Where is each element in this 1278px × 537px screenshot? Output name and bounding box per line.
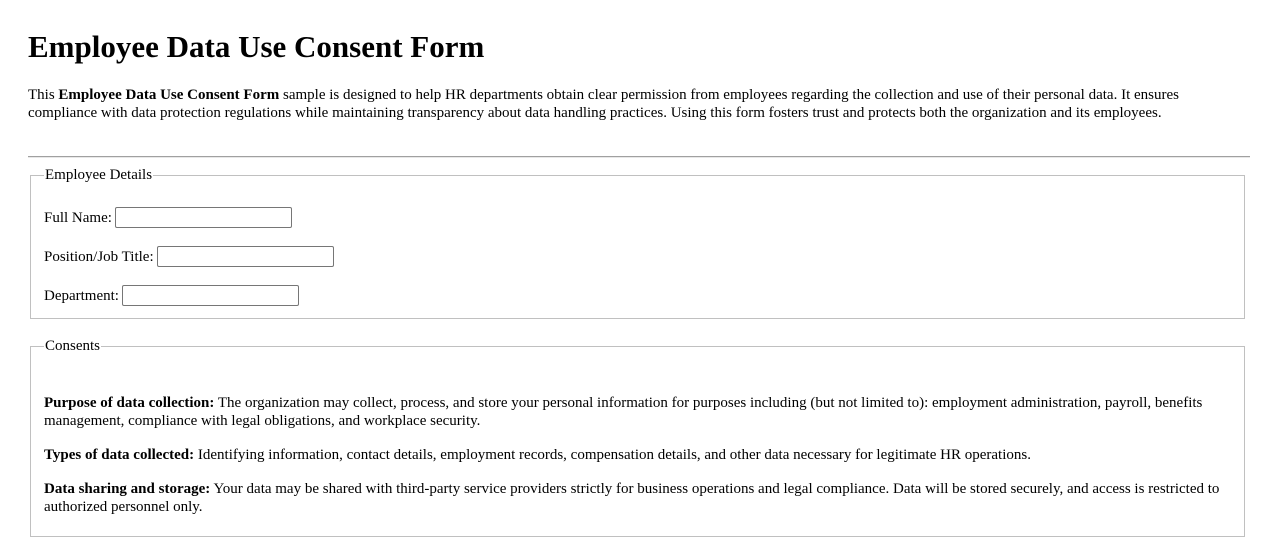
- intro-form-name: Employee Data Use Consent Form: [58, 87, 280, 103]
- full-name-input[interactable]: [115, 207, 292, 228]
- consent-purpose: [44, 394, 1229, 430]
- position-label: Position/Job Title:: [44, 248, 154, 265]
- intro-prefix: This: [28, 87, 59, 103]
- consent-sharing-heading: Data sharing and storage:: [44, 481, 211, 497]
- consent-purpose-heading: Purpose of data collection:: [44, 395, 215, 411]
- consent-sharing-text: Your data may be shared with third-party service providers strictly for business operations and legal compliance. Data will be stored securely, and access is restricted to authorized personnel only.: [44, 481, 1220, 515]
- page-title: Employee Data Use Consent Form: [28, 29, 485, 64]
- department-row: [44, 285, 299, 306]
- department-input[interactable]: [122, 285, 299, 306]
- consent-sharing: [44, 480, 1229, 516]
- department-label: Department:: [44, 287, 119, 304]
- section-divider: [28, 156, 1250, 158]
- consent-types-text: Identifying information, contact details, employment records, compensation details, and other data necessary for legitimate HR operations.: [194, 447, 1031, 463]
- consent-types-heading: Types of data collected:: [44, 447, 195, 463]
- full-name-label: Full Name:: [44, 209, 112, 226]
- intro-paragraph: [28, 86, 1228, 122]
- employee-details-legend: Employee Details: [45, 167, 153, 183]
- consents-fieldset: [30, 337, 1245, 537]
- position-row: [44, 246, 334, 267]
- position-input[interactable]: [157, 246, 334, 267]
- consent-types: [44, 446, 1229, 464]
- consent-purpose-text: The organization may collect, process, and store your personal information for purposes including (but not limited to): employment administration, payroll, benefits management, compliance with legal obligations, and workplace security.: [44, 395, 1203, 429]
- consents-legend: Consents: [45, 338, 101, 354]
- intro-suffix: sample is designed to help HR departments obtain clear permission from employees regarding the collection and use of their personal data. It ensures compliance with data protection regulations while maintaining transparency about data handling practices. Using this form fosters trust and protects both the organization and its employees.: [28, 87, 1179, 121]
- employee-details-fieldset: [30, 166, 1245, 319]
- full-name-row: [44, 207, 292, 228]
